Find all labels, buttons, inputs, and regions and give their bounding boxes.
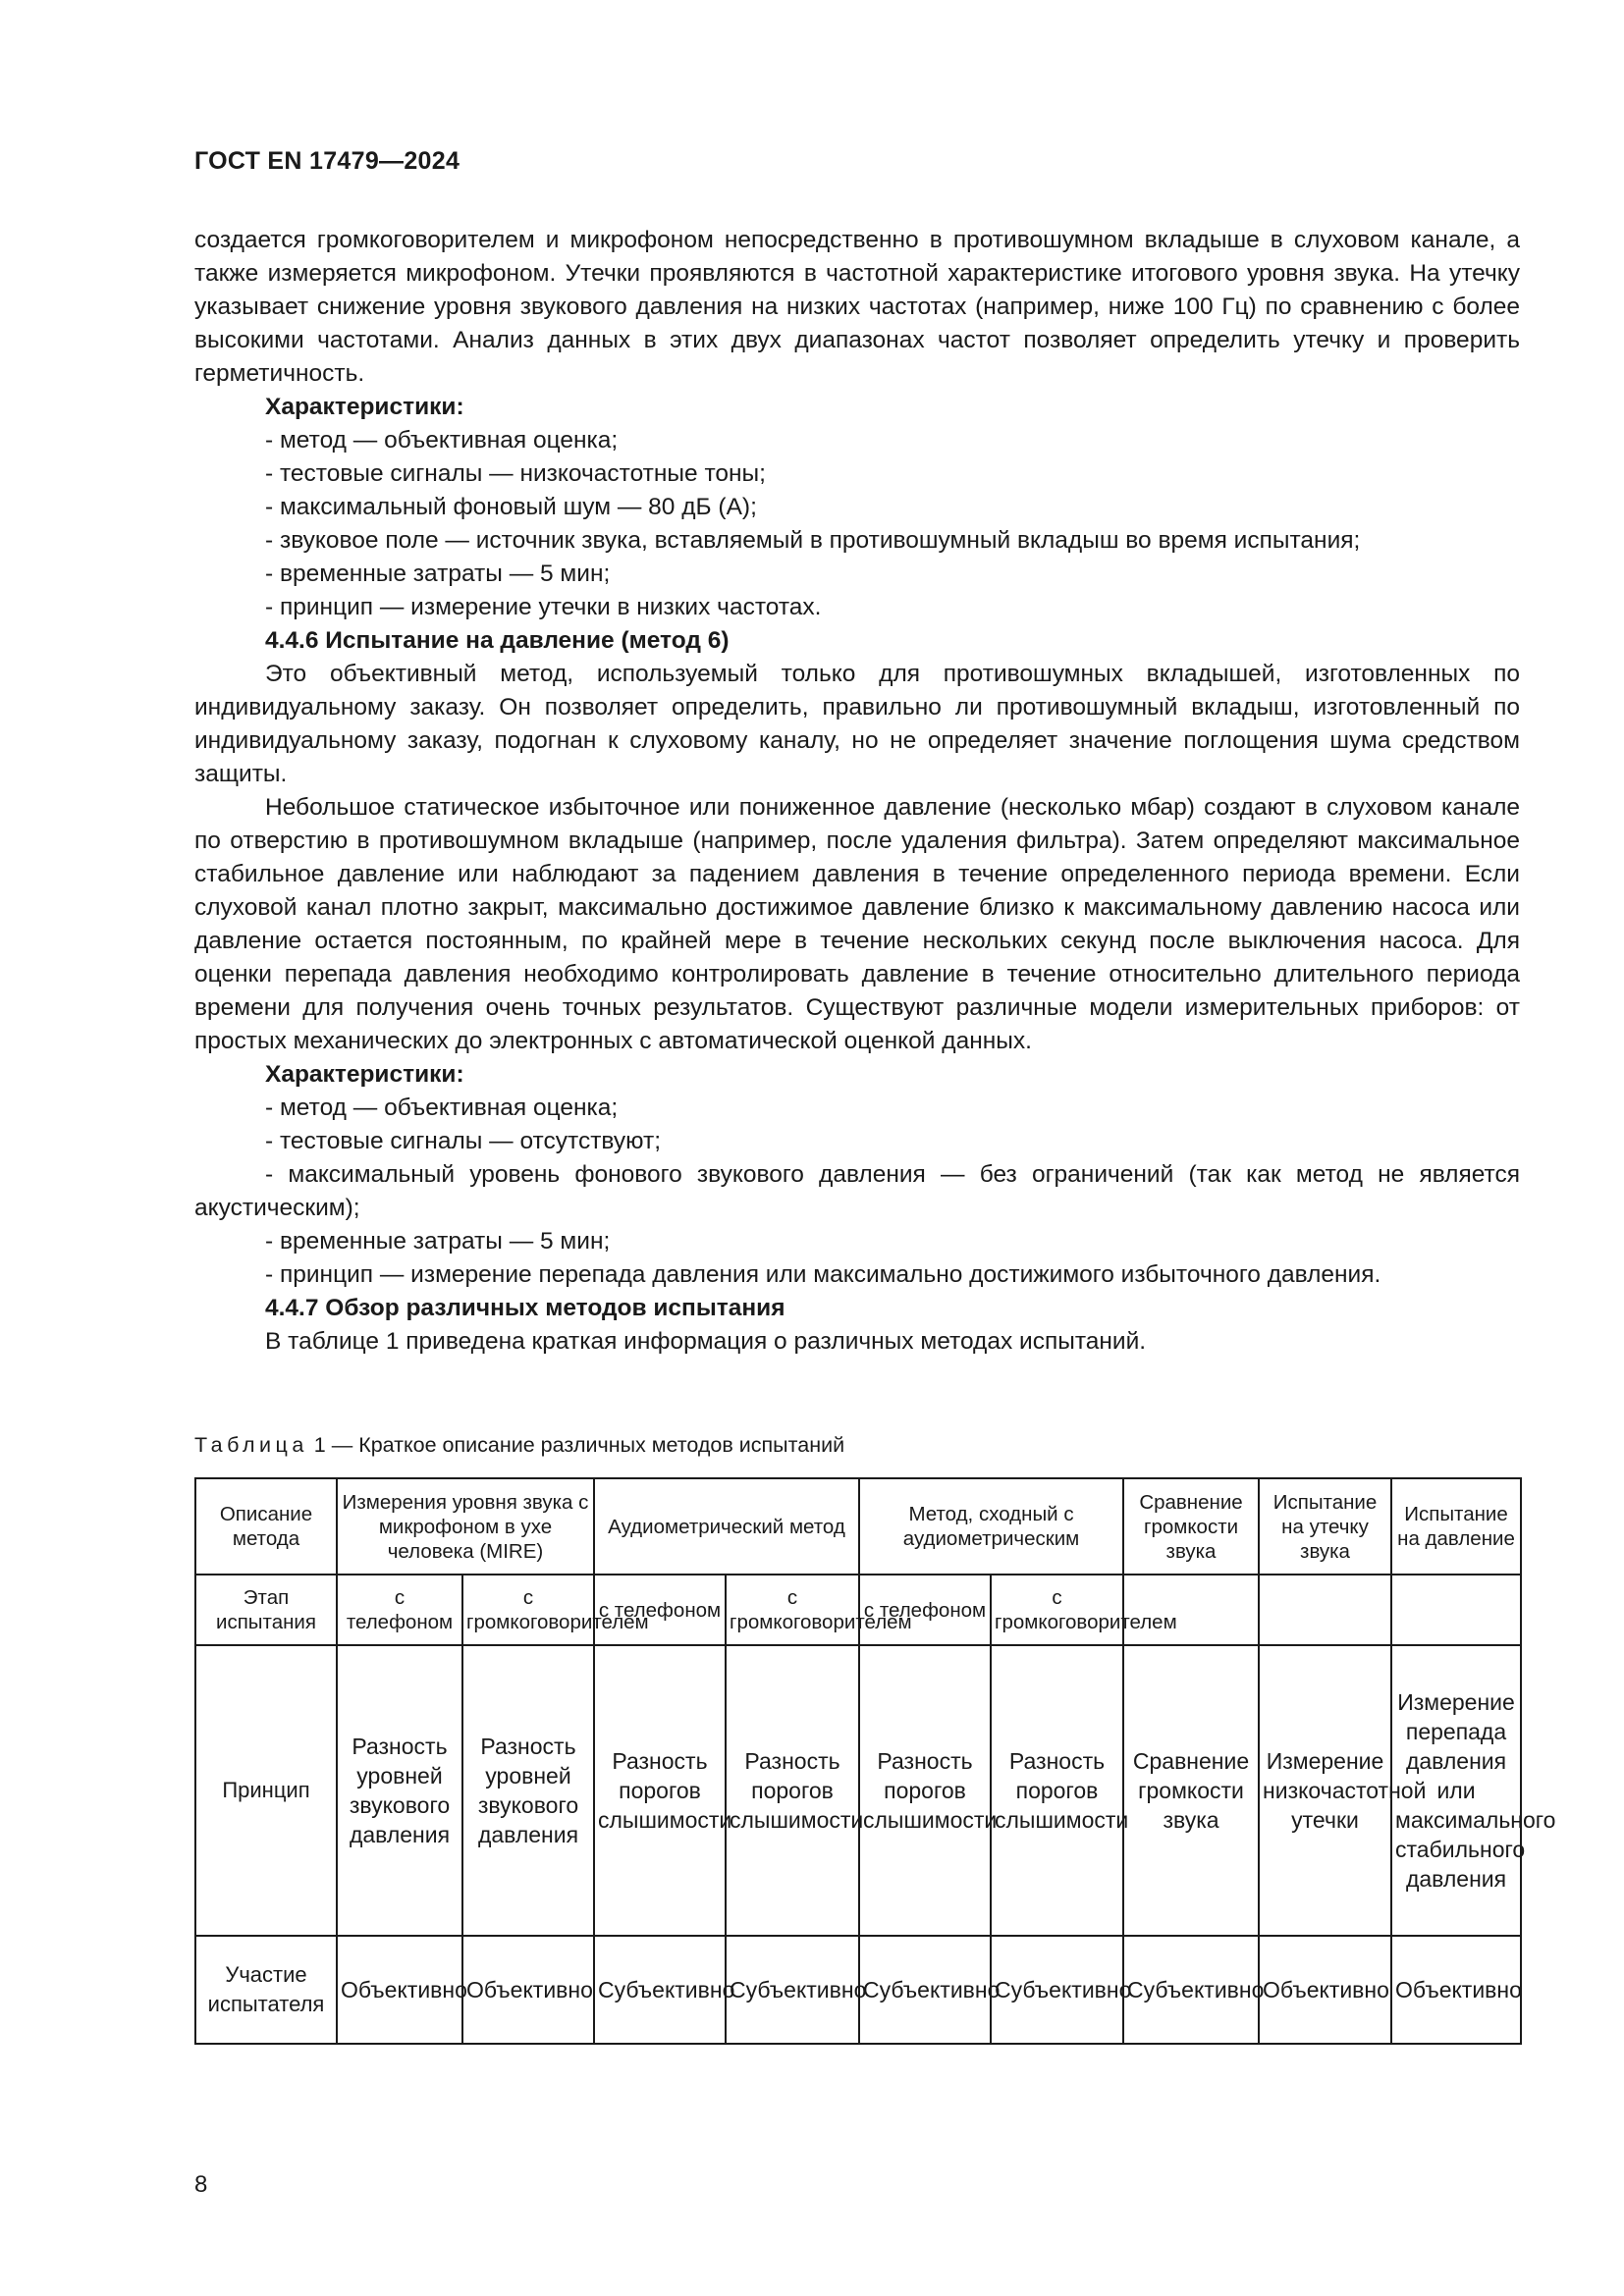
paragraph: В таблице 1 приведена краткая информация о различных методах испытаний.	[265, 1328, 1147, 1355]
table-cell: Измерение низкочастотной утечки	[1259, 1645, 1391, 1936]
table-cell: Объективно	[1391, 1936, 1521, 2044]
table-cell: с громкоговорителем	[991, 1575, 1123, 1645]
body-text	[194, 224, 1520, 1359]
table-cell-empty	[1259, 1575, 1391, 1645]
list-item: - принцип — измерение утечки в низких частотах.	[265, 594, 822, 620]
list-item: - временные затраты — 5 мин;	[265, 1228, 611, 1255]
table-cell-empty	[1123, 1575, 1259, 1645]
list-item: - принцип — измерение перепада давления или максимально достижимого избыточного давления.	[265, 1261, 1381, 1288]
section-heading-4-4-7: 4.4.7 Обзор различных методов испытания	[265, 1295, 785, 1321]
table-cell: Разность порогов слышимости	[991, 1645, 1123, 1936]
table-cell-empty	[1391, 1575, 1521, 1645]
table-cell: Сравнение громкости звука	[1123, 1645, 1259, 1936]
table-row	[195, 1936, 1521, 2044]
table-cell: Аудиометрический метод	[594, 1478, 859, 1575]
table-cell: Разность порогов слышимости	[726, 1645, 859, 1936]
table-cell: Описание метода	[195, 1478, 337, 1575]
paragraph: Это объективный метод, используемый только для противошумных вкладышей, изготовленных по индивидуальному заказу. Он позволяет определить, правильно ли противошумный вкладыш, изготовленный по индивидуальному заказу, подогнан к слуховому каналу, но не определяет значение поглощения шума средством защиты.	[194, 661, 1520, 787]
list-item: - тестовые сигналы — низкочастотные тоны;	[265, 460, 766, 487]
table-cell: Измерение перепада давления или максимального стабильного давления	[1391, 1645, 1521, 1936]
table-cell: Измерения уровня звука с микрофоном в ухе человека (MIRE)	[337, 1478, 594, 1575]
table-cell: Участие испытателя	[195, 1936, 337, 2044]
table-cell: Разность порогов слышимости	[594, 1645, 726, 1936]
table-caption	[194, 1433, 844, 1458]
document-code-header: ГОСТ EN 17479—2024	[194, 147, 460, 175]
table-cell: Сравнение громкости звука	[1123, 1478, 1259, 1575]
table-cell: Субъективно	[1123, 1936, 1259, 2044]
table-header-row	[195, 1575, 1521, 1645]
table-cell: Субъективно	[726, 1936, 859, 2044]
table-cell: Разность уровней звукового давления	[337, 1645, 462, 1936]
paragraph: Небольшое статическое избыточное или пониженное давление (несколько мбар) создают в слуховом канале по отверстию в противошумном вкладыше (например, после удаления фильтра). Затем определяют максимальное стабильное давление или наблюдают за падением давления в течение определенного периода времени. Если слуховой канал плотно закрыт, максимально достижимое давление близко к максимальному давлению насоса или давление остается постоянным, по крайней мере в течение нескольких секунд после выключения насоса. Для оценки перепада давления необходимо контролировать давление в течение относительно длительного периода времени для получения очень точных результатов. Существуют различные модели измерительных приборов: от простых механических до электронных с автоматической оценкой данных.	[194, 794, 1520, 1054]
methods-summary-table	[194, 1477, 1556, 2045]
table-row	[195, 1645, 1521, 1936]
list-item: - максимальный фоновый шум — 80 дБ (А);	[265, 494, 757, 520]
table-cell: Субъективно	[594, 1936, 726, 2044]
table-cell: Метод, сходный с аудиометрическим	[859, 1478, 1123, 1575]
table-cell: с телефоном	[337, 1575, 462, 1645]
table-cell: Объективно	[337, 1936, 462, 2044]
table-cell: Этап испытания	[195, 1575, 337, 1645]
table-cell: Испытание на утечку звука	[1259, 1478, 1391, 1575]
table-caption-text: 1 — Краткое описание различных методов испытаний	[307, 1433, 845, 1457]
table-cell: Объективно	[462, 1936, 594, 2044]
list-item: - максимальный уровень фонового звукового давления — без ограничений (так как метод не является акустическим);	[194, 1161, 1520, 1221]
table-cell: Разность уровней звукового давления	[462, 1645, 594, 1936]
table-cell: Испытание на давление	[1391, 1478, 1521, 1575]
list-item: - метод — объективная оценка;	[265, 1095, 619, 1121]
list-item: - метод — объективная оценка;	[265, 427, 619, 454]
characteristics-heading: Характеристики:	[265, 1061, 464, 1088]
table-cell: с телефоном	[594, 1575, 726, 1645]
section-heading-4-4-6: 4.4.6 Испытание на давление (метод 6)	[265, 627, 730, 654]
table-cell: Принцип	[195, 1645, 337, 1936]
table-caption-label: Таблица	[194, 1433, 308, 1457]
table-cell: с громкоговорителем	[726, 1575, 859, 1645]
characteristics-heading: Характеристики:	[265, 394, 464, 420]
paragraph-continued: создается громкоговорителем и микрофоном непосредственно в противошумном вкладыше в слуховом канале, а также измеряется микрофоном. Утечки проявляются в частотной характеристике итогового уровня звука. На утечку указывает снижение уровня звукового давления на низких частотах (например, ниже 100 Гц) по сравнению с более высокими частотами. Анализ данных в этих двух диапазонах частот позволяет определить утечку и проверить герметичность.	[194, 227, 1520, 387]
table-header-row	[195, 1478, 1521, 1575]
table-cell: Субъективно	[859, 1936, 991, 2044]
page-number: 8	[194, 2171, 208, 2198]
list-item: - звуковое поле — источник звука, вставляемый в противошумный вкладыш во время испытания;	[265, 527, 1361, 554]
table-cell: Субъективно	[991, 1936, 1123, 2044]
table-cell: с громкоговорителем	[462, 1575, 594, 1645]
table-cell: Разность порогов слышимости	[859, 1645, 991, 1936]
table-cell: Объективно	[1259, 1936, 1391, 2044]
list-item: - тестовые сигналы — отсутствуют;	[265, 1128, 662, 1154]
table-cell: с телефоном	[859, 1575, 991, 1645]
list-item: - временные затраты — 5 мин;	[265, 561, 611, 587]
